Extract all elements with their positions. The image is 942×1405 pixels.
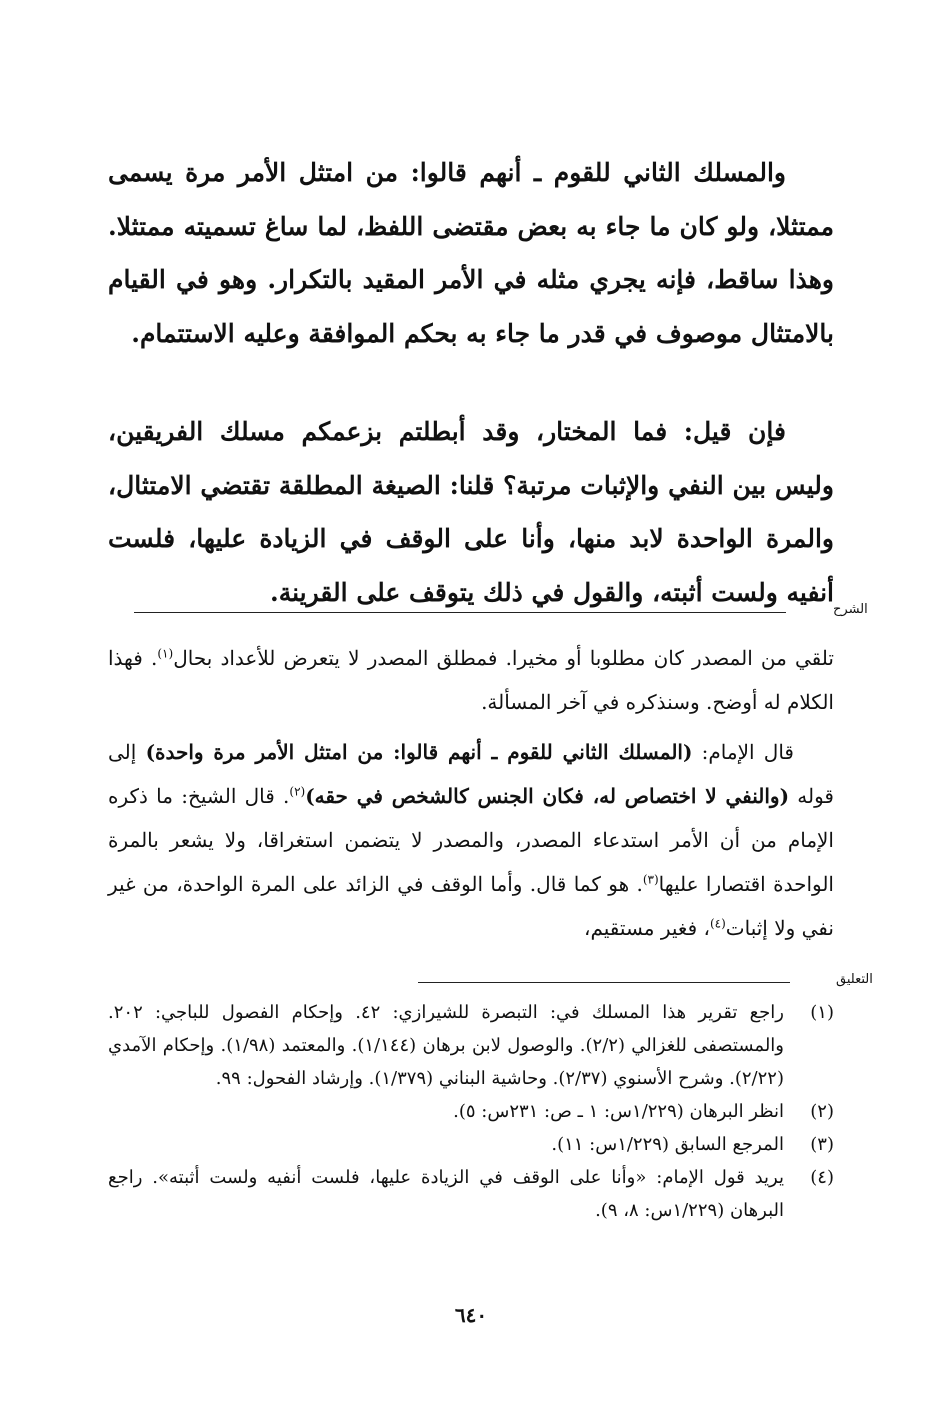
main-paragraph: فإن قيل: فما المختار، وقد أبطلتم بزعمكم مسلك الفريقين، وليس بين النفي والإثبات مرتبة؟ قلنا: الصيغة المطلقة تقتضي الامتثال، والمرة الواحدة لابد منها، وأنا على الوقف في الزيادة عليها، فلست أنفيه ولست أثبته، والقول في ذلك يتوقف على القرينة. (108, 417, 834, 607)
footnote-number: (٤) (810, 1167, 834, 1188)
footnote (108, 1095, 834, 1128)
footnote-text: راجع تقرير هذا المسلك في: التبصرة للشيرازي: ٤٢. وإحكام الفصول للباجي: ٢٠٢. والمستصفى للغزالي (٢/٢). والوصول لابن برهان (١/١٤٤). والمعتمد (١/٩٨). وإحكام الآمدي (٢/٢٢). وشرح الأسنوي (٢/٣٧). وحاشية البناني (١/٣٧٩). وإرشاد الفحول: ٩٩. (108, 1002, 784, 1089)
commentary-paragraph: قال الإمام: (المسلك الثاني للقوم ـ أنهم قالوا: من امتثل الأمر مرة واحدة) إلى قوله (والنفي لا اختصاص له، فكان الجنس كالشخص في حقه)$^{(٢)}$. قال الشيخ: ما ذكره الإمام من أن الأمر استدعاء المصدر، والمصدر لا يتضمن استغراقا، ولا يشعر بالمرة الواحدة اقتصارا عليها$^{(٣)}$. هو كما قال. وأما الوقف في الزائد على المرة الواحدة، من غير نفي ولا إثبات$^{(٤)}$، فغير مستقيم، (108, 740, 834, 940)
quoted-text: (والنفي لا اختصاص له، فكان الجنس كالشخص في حقه) (305, 784, 790, 808)
page-number: ٦٤٠ (454, 1303, 488, 1327)
notes-label: التعليق (836, 972, 873, 987)
footnote-text: يريد قول الإمام: «وأنا على الوقف في الزيادة عليها، فلست أنفيه ولست أثبته». راجع البرهان (١/٢٢٩س: ٨، ٩). (108, 1167, 784, 1221)
footnotes-block (108, 996, 834, 1227)
footnote-number: (٢) (810, 1101, 834, 1122)
notes-separator-line (418, 982, 790, 983)
main-text-block-2 (108, 405, 834, 619)
footnote-ref: (٣) (642, 872, 659, 887)
commentary-paragraph: تلقي من المصدر كان مطلوبا أو مخيرا. فمطلق المصدر لا يتعرض للأعداد بحال$^{(١)}$. فهذا الكلام له أوضح. وسنذكره في آخر المسألة. (108, 646, 834, 714)
footnote-ref: (٤) (709, 916, 726, 931)
footnote-ref: (٢) (289, 784, 306, 799)
footnote-text: انظر البرهان (١/٢٢٩س: ١ ـ ص: ٢٣١س: ٥). (453, 1101, 784, 1122)
commentary-block (108, 636, 834, 950)
main-text-block-1 (108, 146, 834, 360)
footnote-number: (١) (810, 1002, 834, 1023)
footnote-text: المرجع السابق (١/٢٢٩س: ١١). (551, 1134, 784, 1155)
quoted-text: (المسلك الثاني للقوم ـ أنهم قالوا: من امتثل الأمر مرة واحدة) (145, 740, 693, 764)
footnote-ref: (١) (157, 646, 174, 661)
commentary-separator-line (134, 612, 786, 613)
footnote (108, 996, 834, 1095)
footnote (108, 1161, 834, 1227)
footnote-number: (٣) (810, 1134, 834, 1155)
footnote (108, 1128, 834, 1161)
main-paragraph: والمسلك الثاني للقوم ـ أنهم قالوا: من امتثل الأمر مرة يسمى ممتثلا، ولو كان ما جاء به بعض مقتضى اللفظ، لما ساغ تسميته ممتثلا. وهذا ساقط، فإنه يجري مثله في الأمر المقيد بالتكرار. وهو في القيام بالامتثال موصوف في قدر ما جاء به بحكم الموافقة وعليه الاستتمام. (108, 158, 834, 348)
commentary-label: الشرح (833, 602, 868, 617)
